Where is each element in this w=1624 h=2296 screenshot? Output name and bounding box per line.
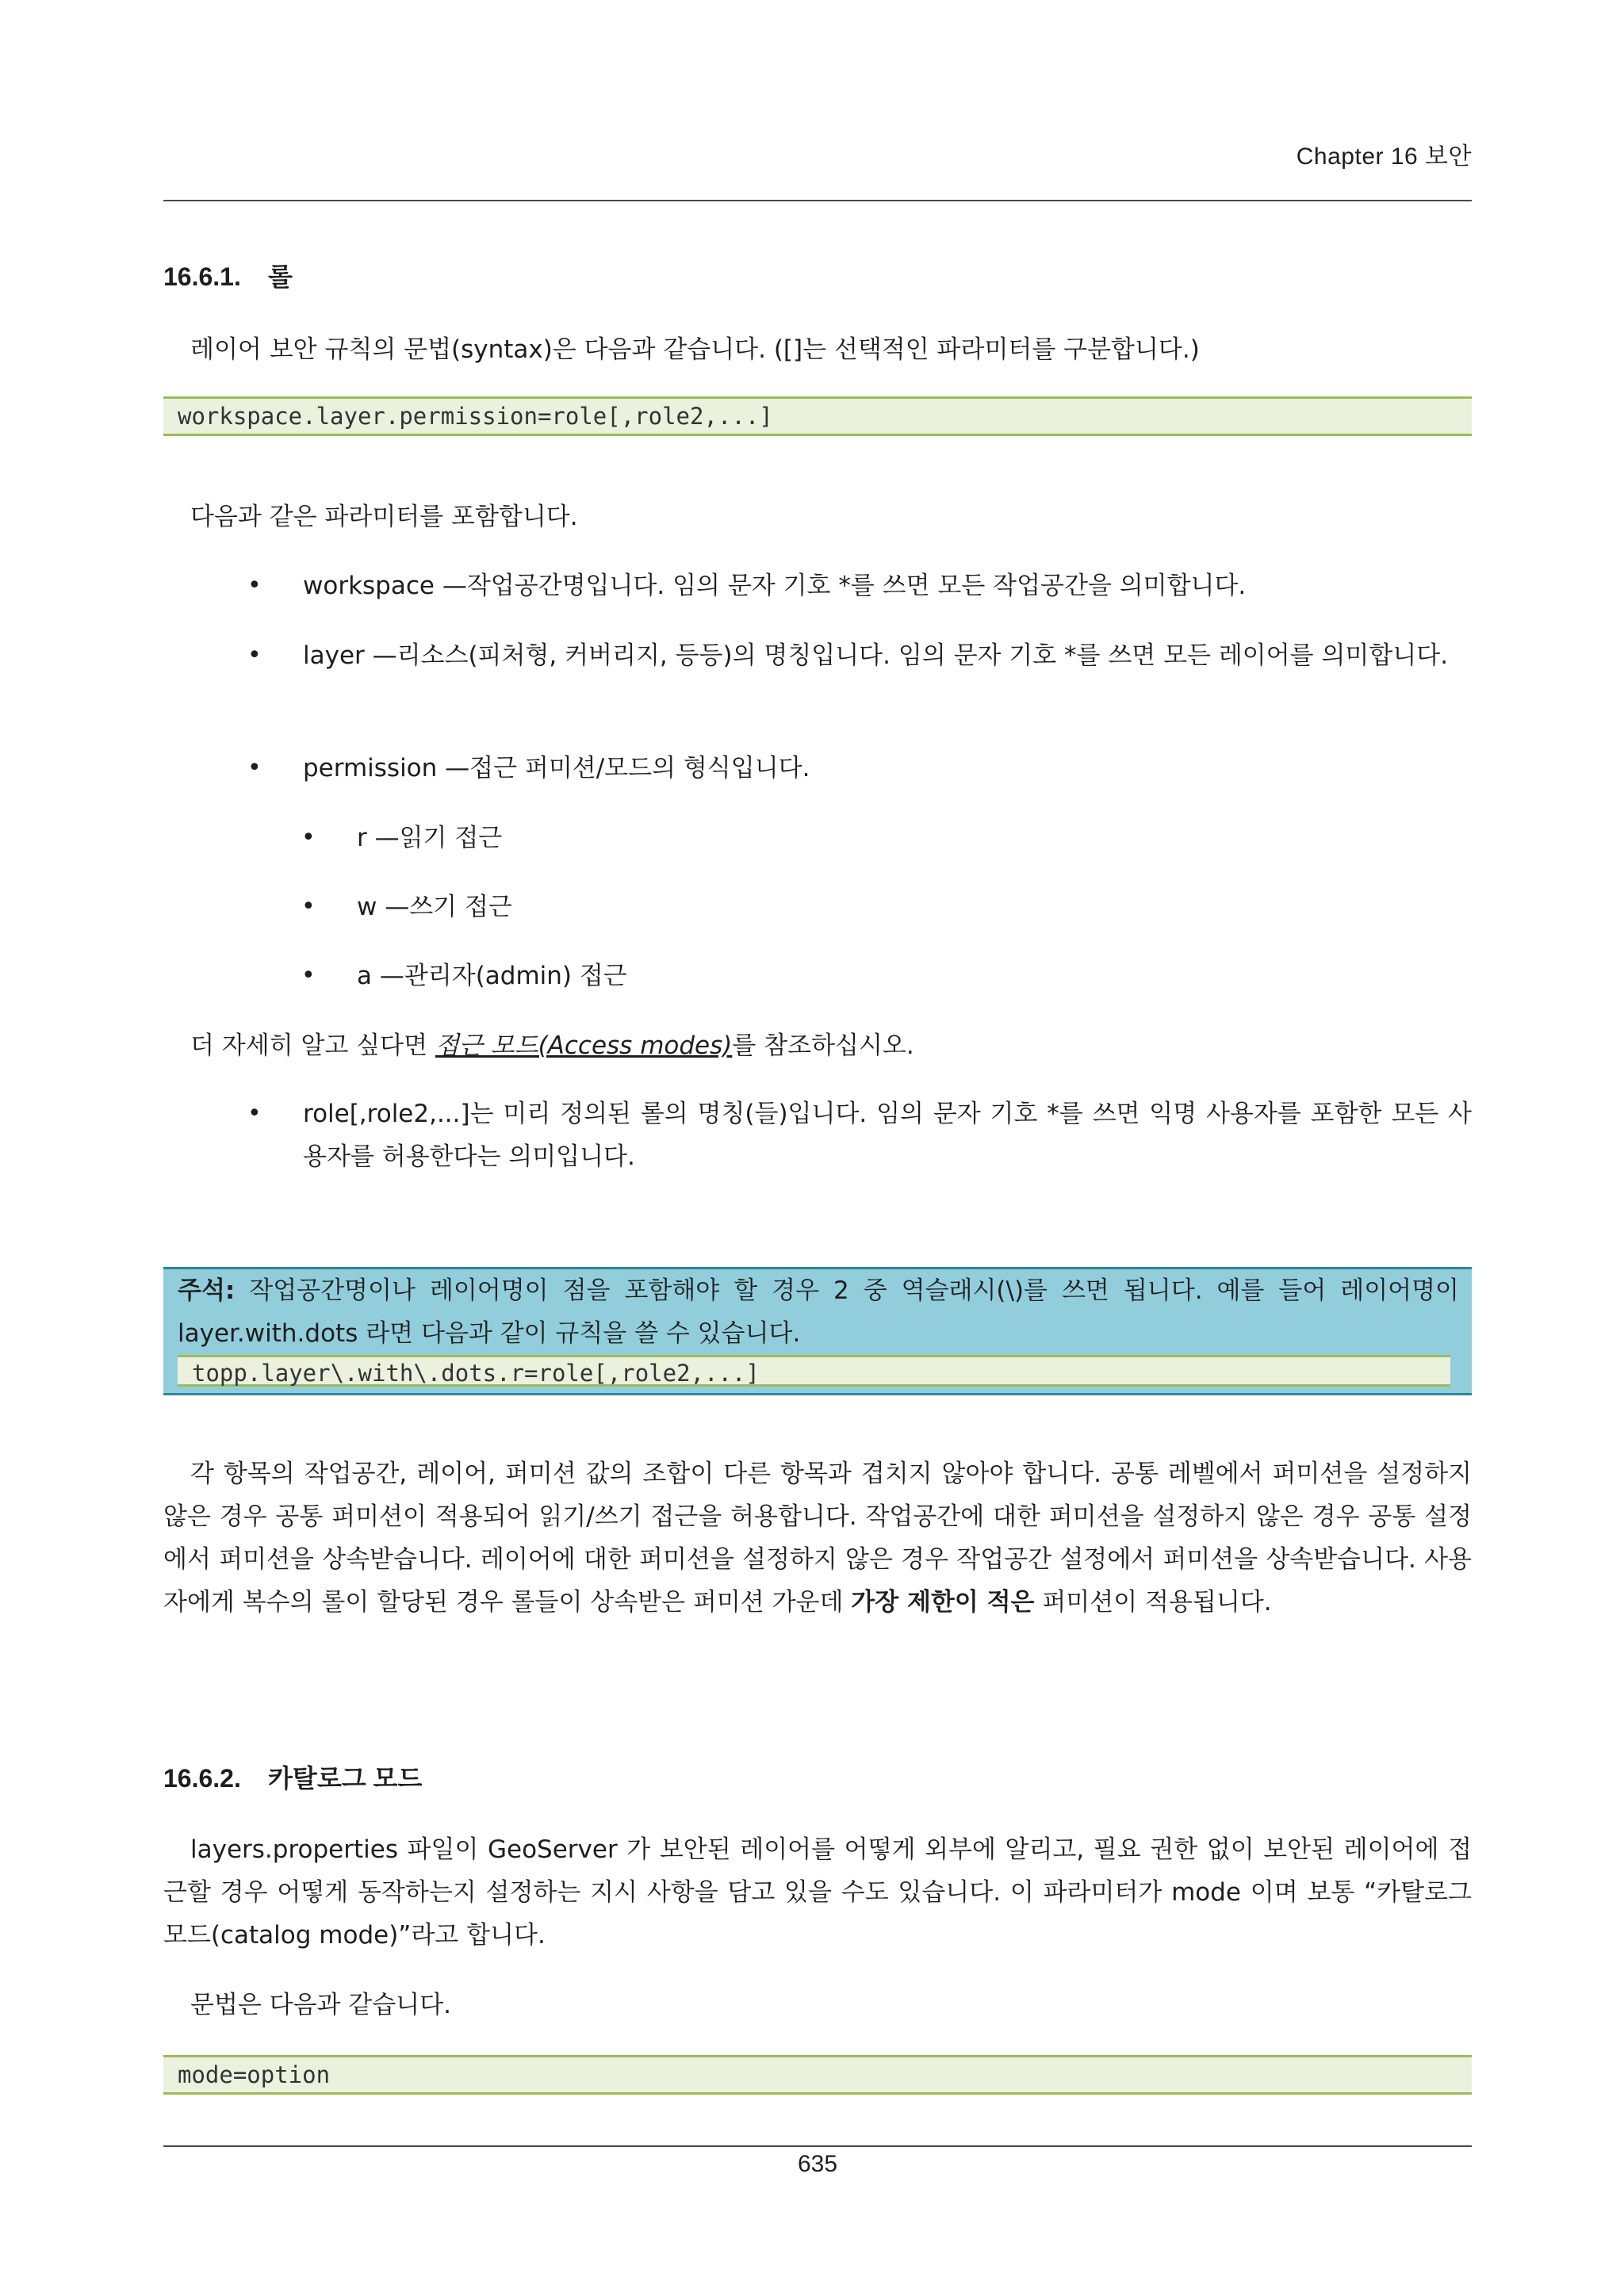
bullet-text: r —읽기 접근 — [357, 824, 503, 852]
permission-inheritance-paragraph — [163, 1452, 1472, 1624]
note-text — [178, 1269, 1459, 1355]
bullet-text: a —관리자(admin) 접근 — [357, 962, 627, 990]
bullet-marker: • — [247, 572, 262, 599]
see-also-text: 더 자세히 알고 싶다면 — [190, 1031, 435, 1060]
bullet-marker: • — [301, 893, 316, 920]
note-label: 주석: — [178, 1276, 236, 1305]
bullet-marker: • — [247, 754, 262, 782]
code-block-layer-rule: workspace.layer.permission=role[,role2,...] — [163, 396, 1472, 436]
running-header: Chapter 16 보안 — [1296, 144, 1472, 170]
page-number: 635 — [797, 2151, 838, 2177]
bullet-marker: • — [247, 641, 262, 669]
see-also-paragraph — [190, 1024, 914, 1067]
footer-rule — [163, 2145, 1472, 2147]
bullet-text: role[,role2,...]는 미리 정의된 롤의 명칭(들)입니다. 임의 문자 기호 *를 쓰면 익명 사용자를 포함한 모든 사용자를 허용한다는 의미입니다. — [303, 1100, 1472, 1171]
section-number: 16.6.2. — [163, 1764, 241, 1793]
inheritance-suffix: 퍼미션이 적용됩니다. — [1034, 1588, 1272, 1617]
document-page — [163, 0, 1472, 2296]
inheritance-emphasis: 가장 제한이 적은 — [851, 1588, 1035, 1617]
params-intro-paragraph: 다음과 같은 파라미터를 포함합니다. — [190, 503, 578, 531]
bullet-text: layer —리소스(피처형, 커버리지, 등등)의 명칭입니다. 임의 문자 기호 *를 쓰면 모든 레이어를 의미합니다. — [303, 641, 1449, 670]
section-heading-catalog-mode — [163, 1758, 422, 1795]
bullet-text: workspace —작업공간명입니다. 임의 문자 기호 *를 쓰면 모든 작업공간을 의미합니다. — [303, 572, 1247, 600]
code-block-mode: mode=option — [163, 2055, 1472, 2095]
note-box — [163, 1267, 1472, 1395]
access-modes-link[interactable]: 접근 모드(Access modes) — [435, 1031, 733, 1060]
note-code-block: topp.layer\.with\.dots.r=role[,role2,...] — [178, 1355, 1450, 1387]
section-title: 롤 — [268, 262, 293, 291]
bullet-text: w —쓰기 접근 — [357, 893, 512, 921]
bullet-text: permission —접근 퍼미션/모드의 형식입니다. — [303, 754, 810, 783]
header-rule — [163, 200, 1472, 201]
inheritance-text: 각 항목의 작업공간, 레이어, 퍼미션 값의 조합이 다른 항목과 겹치지 않아야 합니다. 공통 레벨에서 퍼미션을 설정하지 않은 경우 공통 퍼미션이 적용되어 읽기/쓰기 접근을 허용합니다. 작업공간에 대한 퍼미션을 설정하지 않은 경우 공통 설정에서 퍼미션을 상속받습니다. 레이어에 대한 퍼미션을 설정하지 않은 경우 작업공간 설정에서 퍼미션을 상속받습니다. 사용자에게 복수의 롤이 할당된 경우 롤들이 상속받은 퍼미션 가운데 — [163, 1460, 1472, 1617]
bullet-marker: • — [301, 824, 316, 851]
section-number: 16.6.1. — [163, 262, 241, 291]
catalog-mode-paragraph: layers.properties 파일이 GeoServer 가 보안된 레이어를 어떻게 외부에 알리고, 필요 권한 없이 보안된 레이어에 접근할 경우 어떻게 동작하는지 설정하는 지시 사항을 담고 있을 수도 있습니다. 이 파라미터가 mode 이며 보통 “카탈로그 모드(catalog mode)”라고 합니다. — [163, 1835, 1472, 1950]
mode-syntax-intro: 문법은 다음과 같습니다. — [190, 1991, 452, 2019]
bullet-marker: • — [247, 1100, 262, 1127]
bullet-marker: • — [301, 962, 316, 989]
syntax-intro-paragraph: 레이어 보안 규칙의 문법(syntax)은 다음과 같습니다. ([]는 선택적인 파라미터를 구분합니다.) — [190, 335, 1200, 364]
section-title: 카탈로그 모드 — [268, 1764, 423, 1793]
see-also-suffix: 를 참조하십시오. — [732, 1031, 914, 1060]
section-heading-roles — [163, 257, 293, 293]
note-body: 작업공간명이나 레이어명이 점을 포함해야 할 경우 2 중 역슬래시(\)를 쓰면 됩니다. 예를 들어 레이어명이 layer.with.dots 라면 다음과 같이 규칙을 쓸 수 있습니다. — [178, 1276, 1459, 1348]
